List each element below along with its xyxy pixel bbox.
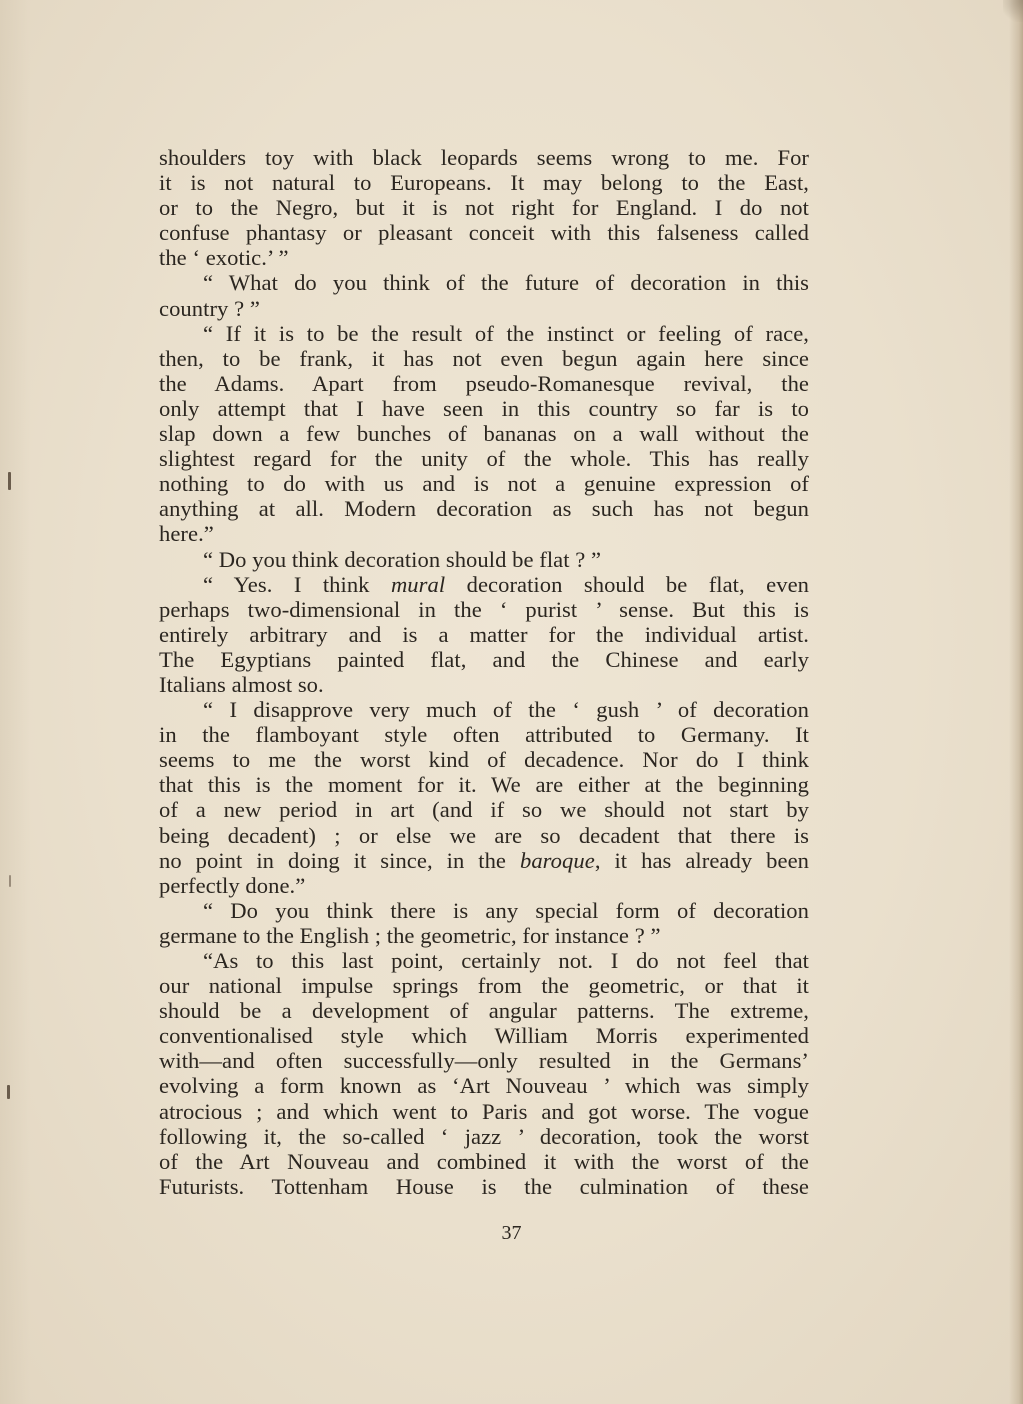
text-segment: “ I disapprove very much of the ‘ gush ’ of decoration [203,697,809,723]
body-text [159,145,809,1199]
text-line [159,672,809,697]
text-segment: conventionalised style which William Morris experimented [159,1023,809,1049]
text-line [159,421,809,446]
text-segment: only attempt that I have seen in this country so far is to [159,395,809,421]
text-line [159,848,809,873]
margin-ink-mark [7,1085,10,1099]
text-segment: entirely arbitrary and is a matter for the individual artist. [159,621,809,647]
text-line [159,1099,809,1124]
text-line [159,697,809,722]
text-line [159,496,809,521]
text-segment: , it has already been [594,847,809,873]
text-segment: nothing to do with us and is not a genuine expression of [159,471,809,497]
text-segment: here.” [159,521,214,547]
text-segment: Italians almost so. [159,671,324,697]
text-segment: being decadent) ; or else we are so decadent that there is [159,822,809,848]
text-segment: confuse phantasy or pleasant conceit with this falseness called [159,220,809,246]
margin-ink-mark [8,472,11,490]
text-segment: seems to me the worst kind of decadence. Nor do I think [159,747,809,773]
text-segment: perhaps two-dimensional in the ‘ purist ’ sense. But this is [159,596,809,622]
text-line [159,1048,809,1073]
text-line [159,923,809,948]
text-segment: or to the Negro, but it is not right for England. I do not [159,195,809,221]
text-line [159,396,809,421]
text-segment: Futurists. Tottenham House is the culmination of these [159,1173,809,1199]
text-line [159,346,809,371]
text-line [159,547,809,572]
text-line [159,597,809,622]
text-line [159,1174,809,1199]
text-segment: The Egyptians painted flat, and the Chinese and early [159,646,809,672]
text-line [159,321,809,346]
text-segment: it is not natural to Europeans. It may belong to the East, [159,170,809,196]
text-segment: “ Do you think decoration should be flat ? ” [203,546,602,572]
text-segment: “ Do you think there is any special form of decoration [203,897,809,923]
text-segment: following it, the so-called ‘ jazz ’ decoration, took the worst [159,1123,809,1149]
text-segment: the ‘ exotic.’ ” [159,245,289,271]
text-line [159,973,809,998]
text-line [159,797,809,822]
text-line [159,1149,809,1174]
text-segment: perfectly done.” [159,872,306,898]
text-line [159,898,809,923]
text-segment: should be a development of angular patterns. The extreme, [159,998,809,1024]
text-line [159,823,809,848]
text-line [159,622,809,647]
text-segment: decoration should be flat, even [445,571,809,597]
text-line [159,948,809,973]
text-line [159,1124,809,1149]
text-segment: evolving a form known as ‘Art Nouveau ’ which was simply [159,1073,809,1099]
text-segment: that this is the moment for it. We are either at the beginning [159,772,809,798]
text-segment: slap down a few bunches of bananas on a wall without the [159,421,809,447]
text-segment: of a new period in art (and if so we should not start by [159,797,809,823]
text-segment: slightest regard for the unity of the whole. This has really [159,446,809,472]
text-line [159,521,809,546]
text-line [159,220,809,245]
text-line [159,647,809,672]
margin-ink-mark [9,875,11,887]
text-segment: with—and often successfully—only resulted in the Germans’ [159,1048,809,1074]
text-segment: “As to this last point, certainly not. I do not feel that [203,948,809,973]
text-line [159,722,809,747]
page-number: 37 [501,1222,522,1244]
text-segment: no point in doing it since, in the [159,847,520,873]
text-line [159,270,809,295]
text-segment: of the Art Nouveau and combined it with the worst of the [159,1148,809,1174]
text-segment: country ? ” [159,295,260,321]
text-line [159,1073,809,1098]
text-segment: atrocious ; and which went to Paris and got worse. The vogue [159,1098,809,1124]
text-segment: “ What do you think of the future of decoration in this [203,270,809,296]
text-line [159,572,809,597]
text-segment: in the flamboyant style often attributed to Germany. It [159,722,809,748]
text-line [159,296,809,321]
text-line [159,747,809,772]
text-segment: our national impulse springs from the geometric, or that it [159,973,809,999]
text-segment: the Adams. Apart from pseudo-Romanesque revival, the [159,370,809,396]
text-segment: anything at all. Modern decoration as such has not begun [159,496,809,522]
text-line [159,170,809,195]
page-corner-wear [1003,0,1023,22]
italic-word: baroque [519,847,595,873]
text-segment: “ If it is to be the result of the instinct or feeling of race, [203,320,809,346]
text-line [159,245,809,270]
text-line [159,772,809,797]
text-segment: “ Yes. I think [203,571,391,597]
text-line [159,471,809,496]
text-line [159,998,809,1023]
text-line [159,195,809,220]
text-line [159,145,809,170]
text-segment: germane to the English ; the geometric, for instance ? ” [159,922,661,948]
text-line [159,1023,809,1048]
text-segment: shoulders toy with black leopards seems wrong to me. For [159,145,809,170]
text-line [159,873,809,898]
text-segment: then, to be frank, it has not even begun again here since [159,345,809,371]
page-right-edge-shadow [1009,0,1023,1404]
text-line [159,446,809,471]
page-left-edge-shadow [0,0,30,1404]
text-line [159,371,809,396]
italic-word: mural [390,571,446,597]
